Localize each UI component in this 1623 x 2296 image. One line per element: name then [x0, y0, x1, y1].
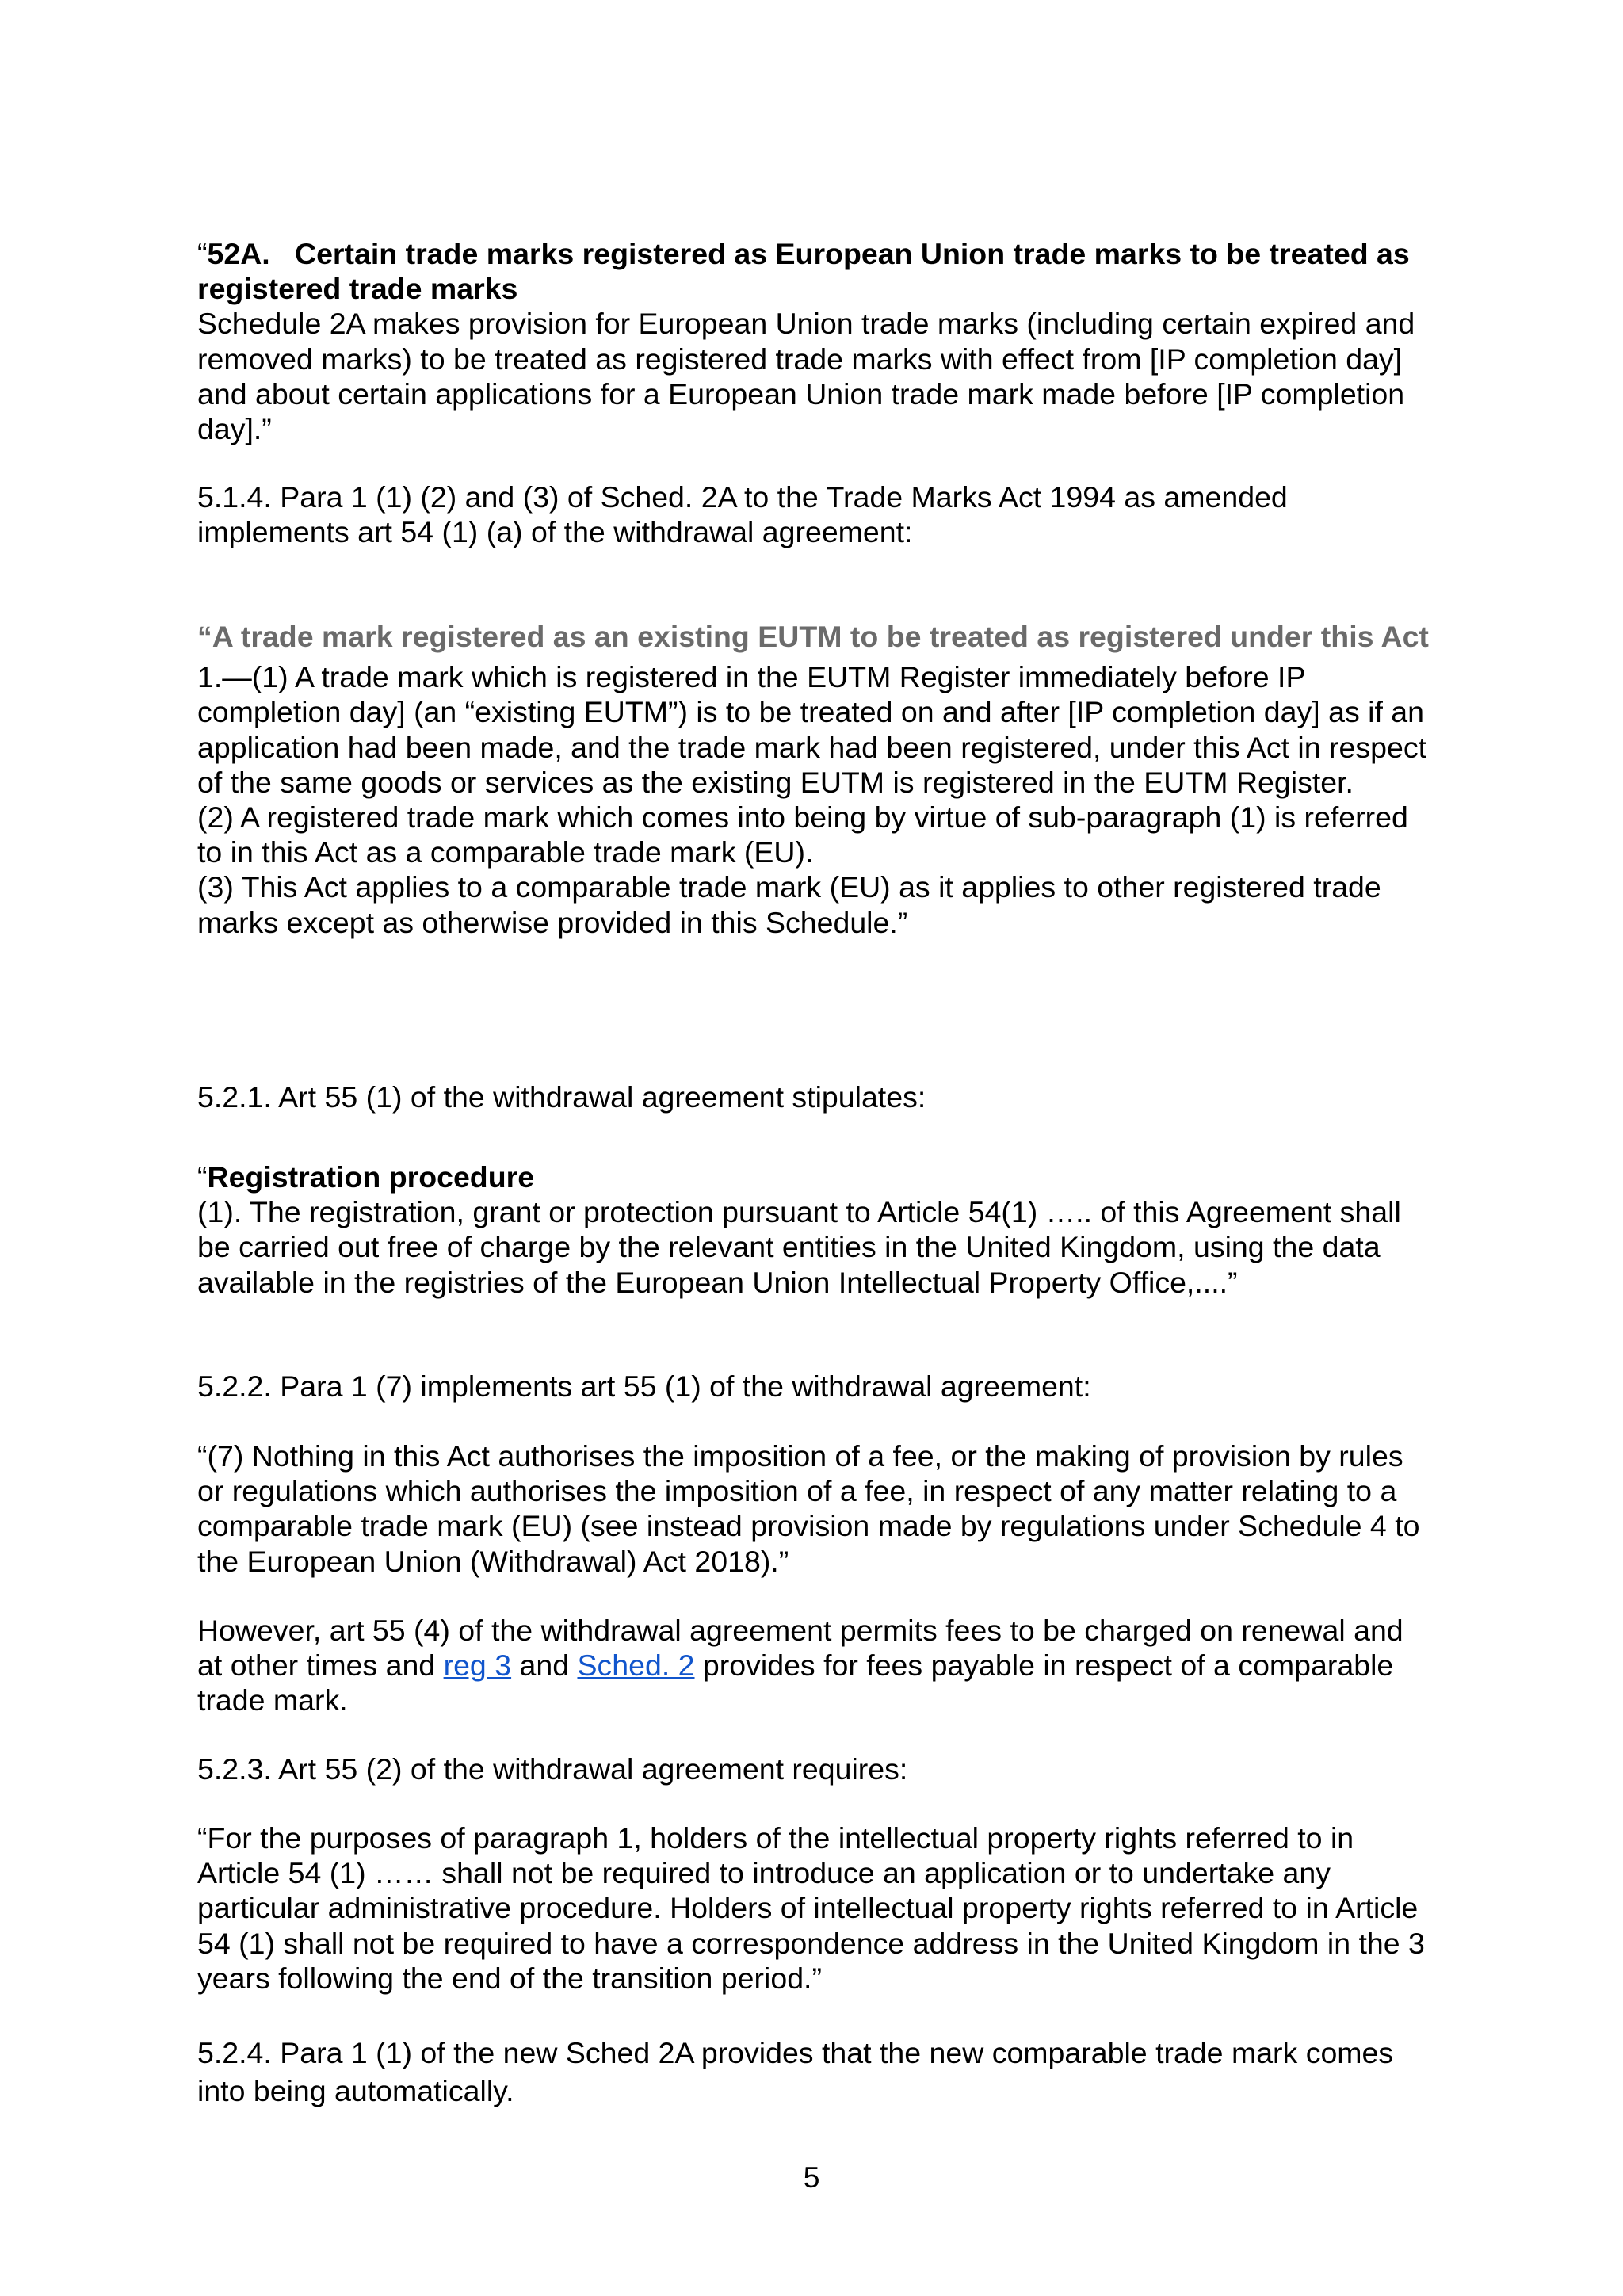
sched-2-link[interactable]: Sched. 2 [577, 1648, 695, 1683]
open-quote: “ [197, 237, 208, 270]
section-52a-body: Schedule 2A makes provision for European Union trade marks (including certain expired and removed marks) to be treated as registered trade marks with effect from [IP completion day] and about certain applications for a European Union trade mark made before [IP completion day].” [197, 307, 1415, 446]
quote-registration-body: (1). The registration, grant or protection pursuant to Article 54(1) ….. of this Agreement shall be carried out free of charge by the relevant entities in the United Kingdom, using the data available in the registries of the European Union Intellectual Property Office,....” [197, 1195, 1401, 1299]
para-5-2-4-text: 5.2.4. Para 1 (1) of the new Sched 2A provides that the new comparable trade mark comes into being automatically. [197, 2036, 1394, 2107]
para-5-1-4 [197, 479, 1434, 549]
page-number: 5 [803, 2160, 820, 2194]
section-number: 52A. [207, 237, 270, 270]
reg-3-link[interactable]: reg 3 [443, 1648, 512, 1683]
para-5-2-3-text: 5.2.3. Art 55 (2) of the withdrawal agreement requires: [197, 1752, 908, 1786]
section-52a [197, 236, 1434, 446]
quote-para-2: (2) A registered trade mark which comes into being by virtue of sub-paragraph (1) is referred to in this Act as a comparable trade mark (EU). [197, 800, 1408, 869]
para-5-2-3 [197, 1752, 1434, 1786]
open-quote: “ [197, 1160, 208, 1194]
quote-schedule-2a-heading: “A trade mark registered as an existing EUTM to be treated as registered under this Act [197, 620, 1429, 653]
registration-heading-text: Registration procedure [207, 1160, 535, 1194]
para-5-2-2-text: 5.2.2. Para 1 (7) implements art 55 (1) of the withdrawal agreement: [197, 1370, 1091, 1403]
quote-art-55-2 [197, 1820, 1434, 1996]
section-heading-text: Certain trade marks registered as European Union trade marks to be treated as registered trade marks [197, 237, 1410, 306]
quote-para-3: (3) This Act applies to a comparable trade mark (EU) as it applies to other registered trade marks except as otherwise provided in this Schedule.” [197, 870, 1381, 939]
para-5-1-4-text: 5.1.4. Para 1 (1) (2) and (3) of Sched. 2A to the Trade Marks Act 1994 as amended implements art 54 (1) (a) of the withdrawal agreement: [197, 480, 1288, 549]
section-52a-heading [197, 236, 1434, 306]
paragraph-however-text: However, art 55 (4) of the withdrawal agreement permits fees to be charged on renewal and at other times and reg 3 and Sched. 2 provides for fees payable in respect of a comparable trade mark. [197, 1614, 1403, 1717]
para-5-2-1 [197, 1079, 1434, 1114]
quote-art-55-2-text: “For the purposes of paragraph 1, holders of the intellectual property rights referred to in Article 54 (1) …… shall not be required to introduce an application or to undertake any particular administrative procedure. Holders of intellectual property rights referred to in Article 54 (1) shall not be required to have a correspondence address in the United Kingdom in the 3 years following the end of the transition period.” [197, 1821, 1425, 1995]
quote-para-7-text: “(7) Nothing in this Act authorises the imposition of a fee, or the making of provision by rules or regulations which authorises the imposition of a fee, in respect of any matter relating to a comparable trade mark (EU) (see instead provision made by regulations under Schedule 4 to the European Union (Withdrawal) Act 2018).” [197, 1439, 1420, 1578]
quote-para-7 [197, 1438, 1434, 1579]
quote-para-1: 1.—(1) A trade mark which is registered in the EUTM Register immediately before IP completion day] (an “existing EUTM”) is to be treated on and after [IP completion day] as if an application had been made, and the trade mark had been registered, under this Act in respect of the same goods or services as the existing EUTM is registered in the EUTM Register. [197, 660, 1426, 799]
paragraph-however [197, 1613, 1434, 1718]
para-5-2-1-text: 5.2.1. Art 55 (1) of the withdrawal agreement stipulates: [197, 1080, 926, 1114]
quote-registration-procedure [197, 1159, 1434, 1300]
para-5-2-4 [197, 2034, 1434, 2110]
quote-registration-heading [197, 1159, 1434, 1194]
quote-schedule-2a [197, 619, 1434, 940]
para-5-2-2 [197, 1369, 1434, 1404]
